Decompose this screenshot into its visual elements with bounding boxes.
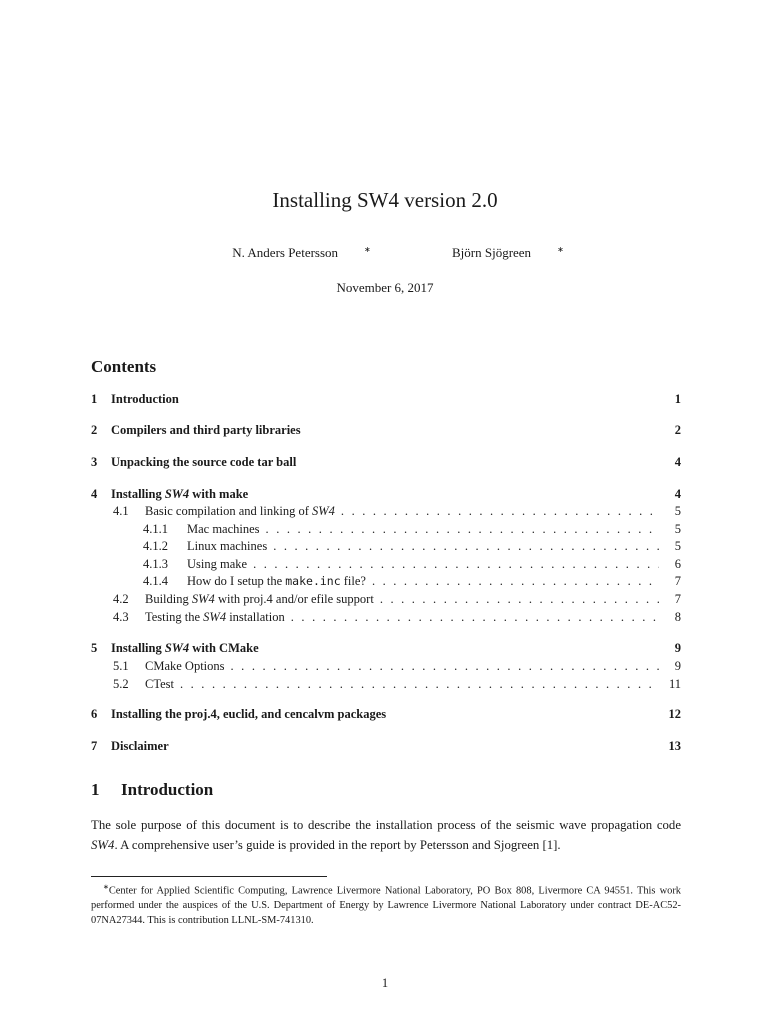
toc-title-text: Testing the bbox=[145, 610, 204, 624]
toc-entry bbox=[91, 487, 681, 505]
toc-title-code-name: SW4 bbox=[164, 487, 190, 501]
toc-page: 6 bbox=[674, 557, 681, 571]
toc-title-text: with CMake bbox=[189, 641, 259, 655]
toc-entry bbox=[91, 641, 681, 659]
toc-leader bbox=[341, 504, 659, 519]
toc-title-text: file? bbox=[340, 574, 366, 588]
toc-leader bbox=[253, 557, 659, 572]
toc-entry bbox=[91, 739, 681, 757]
toc-title-text: Introduction bbox=[111, 392, 179, 406]
toc-title bbox=[145, 610, 285, 625]
toc-page: 9 bbox=[674, 659, 681, 673]
toc-page: 7 bbox=[674, 574, 681, 588]
toc-title bbox=[187, 557, 247, 572]
toc-number: 4.1 bbox=[113, 504, 129, 518]
toc-leader bbox=[291, 610, 659, 625]
toc-entry bbox=[91, 522, 681, 540]
toc-title-text: Unpacking the source code tar ball bbox=[111, 455, 297, 469]
toc-title-text: with proj.4 and/or efile support bbox=[214, 592, 374, 606]
body-paragraph bbox=[91, 815, 681, 855]
toc-page: 5 bbox=[674, 504, 681, 518]
toc-entry bbox=[91, 539, 681, 557]
toc-title bbox=[145, 659, 225, 674]
toc-title bbox=[187, 574, 366, 589]
toc-entry bbox=[91, 574, 681, 592]
section-heading bbox=[91, 780, 213, 800]
toc-title bbox=[145, 677, 174, 692]
toc-number: 2 bbox=[91, 423, 98, 437]
toc-title bbox=[111, 455, 296, 470]
toc-leader bbox=[380, 592, 659, 607]
toc-number: 4 bbox=[91, 487, 98, 501]
toc-page: 2 bbox=[674, 423, 681, 437]
toc-title-text: Installing bbox=[111, 641, 165, 655]
toc-entry bbox=[91, 504, 681, 522]
toc-title bbox=[187, 522, 260, 537]
page-number: 1 bbox=[381, 976, 389, 990]
toc-number: 5.2 bbox=[113, 677, 129, 691]
toc-title-filename: make.inc bbox=[285, 574, 341, 588]
toc-title-text: Linux machines bbox=[187, 539, 268, 553]
toc-entry bbox=[91, 423, 681, 441]
footnote-text: Center for Applied Scientific Computing, Lawrence Livermore National Laboratory, PO Box 808, Livermore CA 94551. This work performed under the auspices of the U.S. Department of Energy by Lawrence Livermore National Laboratory under contract DE-AC52-07NA27344. This is contribution LLNL-SM-741310. bbox=[91, 885, 681, 927]
toc-page: 4 bbox=[674, 487, 681, 501]
toc-title-code-name: SW4 bbox=[164, 641, 190, 655]
toc-title-text: Basic compilation and linking of bbox=[145, 504, 312, 518]
toc-number: 4.1.2 bbox=[143, 539, 168, 553]
paragraph-text: . A comprehensive user’s guide is provided in the report by Petersson and Sjogreen [1]. bbox=[114, 838, 561, 852]
toc-number: 4.1.1 bbox=[143, 522, 168, 536]
footnote bbox=[91, 880, 681, 928]
author-list bbox=[0, 245, 770, 261]
toc-leader bbox=[266, 522, 659, 537]
toc-entry bbox=[91, 659, 681, 677]
toc-number: 4.1.4 bbox=[143, 574, 168, 588]
toc-entry bbox=[91, 455, 681, 473]
author-footnote-mark: ∗ bbox=[364, 245, 371, 254]
toc-title bbox=[111, 423, 301, 438]
toc-number: 5 bbox=[91, 641, 98, 655]
toc-page: 4 bbox=[674, 455, 681, 469]
toc-title bbox=[187, 539, 267, 554]
paragraph-text: The sole purpose of this document is to describe the installation process of the seismic wave propagation code bbox=[91, 818, 681, 832]
toc-entry bbox=[91, 610, 681, 628]
toc-number: 3 bbox=[91, 455, 98, 469]
paragraph-code-name: SW4 bbox=[91, 838, 115, 852]
toc-page: 9 bbox=[674, 641, 681, 655]
toc-entry bbox=[91, 677, 681, 695]
toc-leader bbox=[231, 659, 659, 674]
toc-title bbox=[145, 504, 335, 519]
toc-title-text: installation bbox=[226, 610, 285, 624]
toc-leader bbox=[372, 574, 659, 589]
toc-title bbox=[111, 739, 169, 754]
section-title: Introduction bbox=[121, 780, 214, 799]
toc-title bbox=[145, 592, 374, 607]
toc-title-text: Disclaimer bbox=[111, 739, 169, 753]
toc-number: 4.2 bbox=[113, 592, 129, 606]
toc-title-text: Compilers and third party libraries bbox=[111, 423, 301, 437]
toc-number: 7 bbox=[91, 739, 98, 753]
author-footnote-mark: ∗ bbox=[557, 245, 564, 254]
toc-entry bbox=[91, 557, 681, 575]
author-name: N. Anders Petersson bbox=[232, 245, 339, 261]
toc-title-text: Using make bbox=[187, 557, 248, 571]
toc-title bbox=[111, 487, 248, 502]
toc-title-text: with make bbox=[189, 487, 249, 501]
toc-title-text: How do I setup the bbox=[187, 574, 286, 588]
toc-title-code-name: SW4 bbox=[312, 504, 335, 518]
toc-entry bbox=[91, 392, 681, 410]
toc-title-text: Mac machines bbox=[187, 522, 260, 536]
toc-page: 7 bbox=[674, 592, 681, 606]
toc-leader bbox=[180, 677, 659, 692]
author-name: Björn Sjögreen bbox=[451, 245, 532, 261]
toc-title-code-name: SW4 bbox=[203, 610, 227, 624]
document-date: November 6, 2017 bbox=[336, 280, 434, 295]
toc-title-code-name: SW4 bbox=[191, 592, 215, 606]
toc-number: 5.1 bbox=[113, 659, 129, 673]
footnote-mark: ∗ bbox=[103, 883, 109, 891]
toc-title bbox=[111, 641, 259, 656]
footnote-rule bbox=[91, 876, 327, 877]
toc-number: 4.1.3 bbox=[143, 557, 168, 571]
toc-page: 5 bbox=[674, 522, 681, 536]
toc-title-text: CTest bbox=[145, 677, 174, 691]
toc-page: 1 bbox=[674, 392, 681, 406]
toc-title bbox=[111, 392, 179, 407]
contents-heading: Contents bbox=[91, 357, 157, 376]
toc-title-text: Installing the proj.4, euclid, and cencalvm packages bbox=[111, 707, 387, 721]
toc-page: 11 bbox=[668, 677, 681, 691]
toc-page: 13 bbox=[668, 739, 681, 753]
toc-title-text: CMake Options bbox=[145, 659, 225, 673]
toc-entry bbox=[91, 592, 681, 610]
toc-number: 6 bbox=[91, 707, 98, 721]
toc-page: 8 bbox=[674, 610, 681, 624]
toc-title-text: Building bbox=[145, 592, 192, 606]
toc-number: 1 bbox=[91, 392, 98, 406]
toc-page: 12 bbox=[668, 707, 681, 721]
toc-number: 4.3 bbox=[113, 610, 129, 624]
toc-title-text: Installing bbox=[111, 487, 165, 501]
toc-title bbox=[111, 707, 386, 722]
toc-page: 5 bbox=[674, 539, 681, 553]
toc-entry bbox=[91, 707, 681, 725]
section-number: 1 bbox=[91, 780, 100, 799]
document-title: Installing SW4 version 2.0 bbox=[272, 188, 498, 212]
toc-leader bbox=[273, 539, 659, 554]
author bbox=[206, 245, 371, 261]
author bbox=[426, 245, 564, 261]
